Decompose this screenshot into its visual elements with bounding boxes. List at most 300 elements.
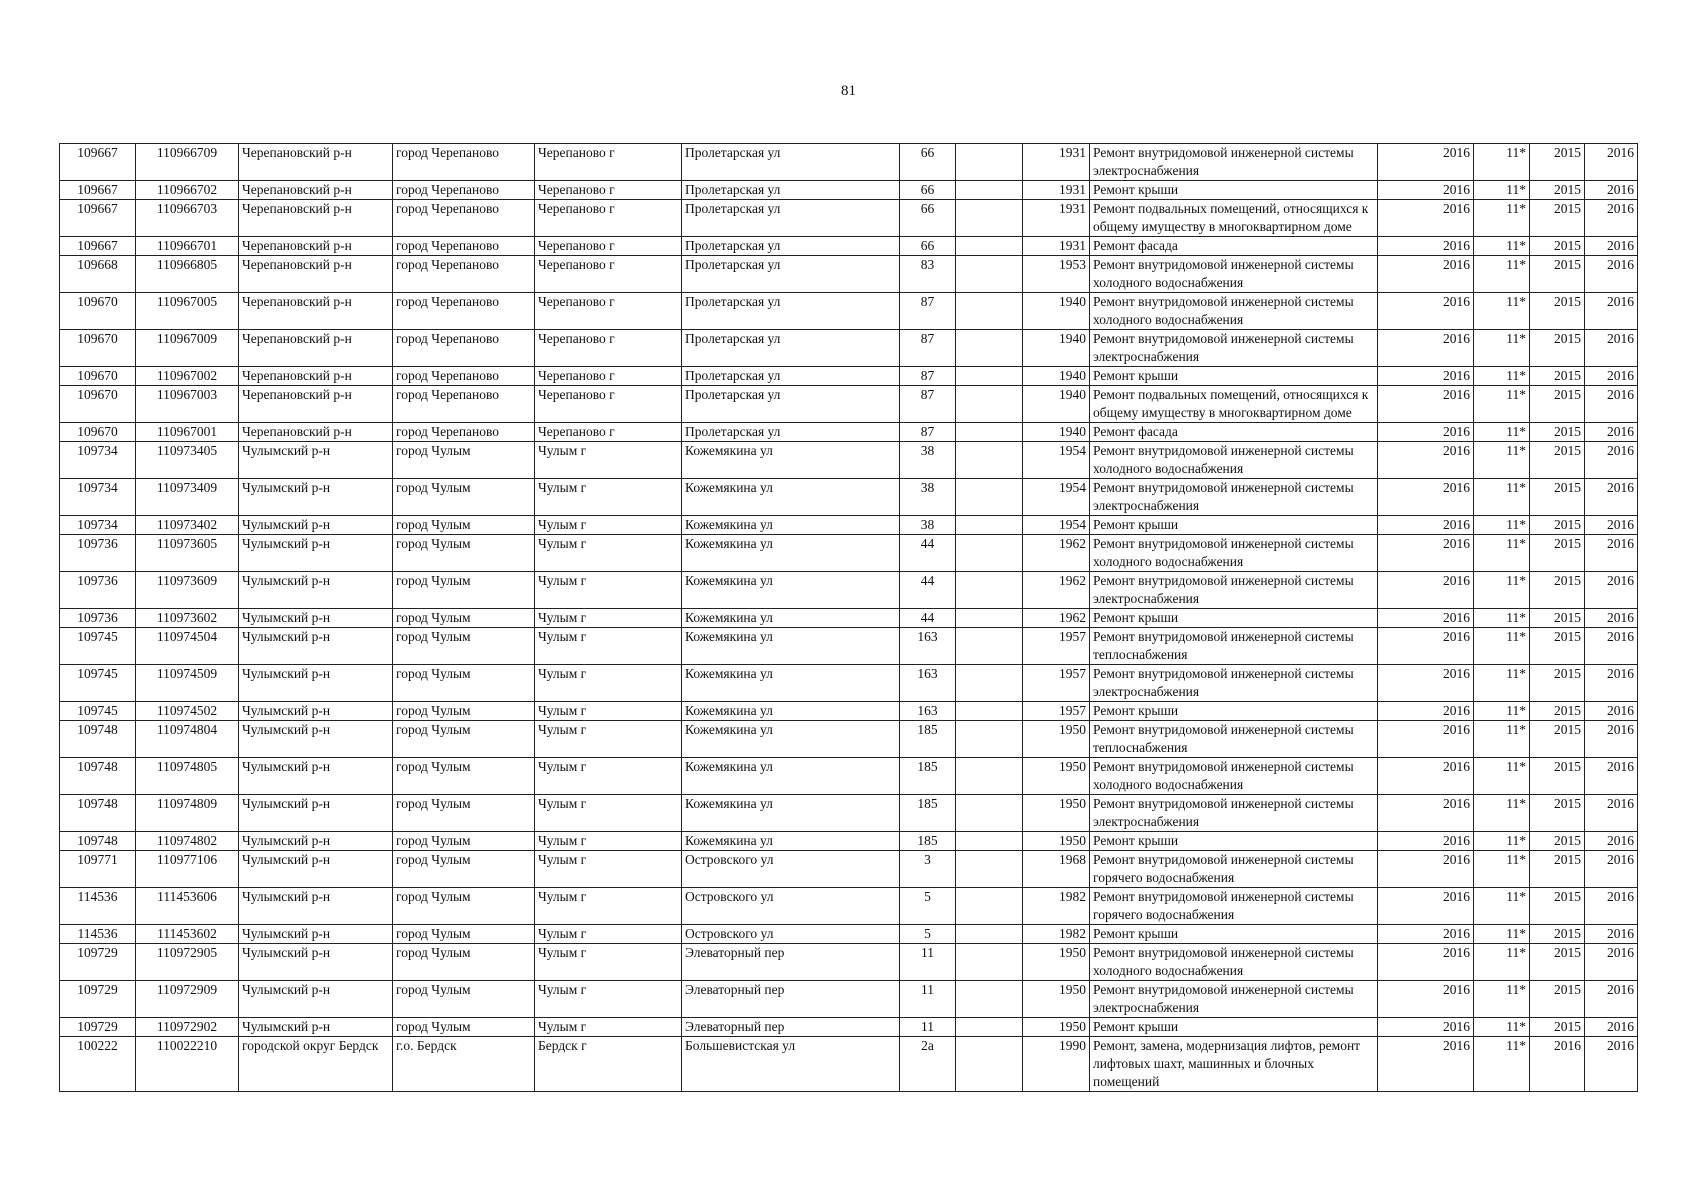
start-year-cell: 2015: [1530, 386, 1585, 423]
item-id-cell: 110973605: [136, 535, 239, 572]
table-row: [60, 479, 1638, 516]
end-year-cell: 2016: [1585, 758, 1638, 795]
start-year-cell: 2015: [1530, 423, 1585, 442]
settlement-cell: Черепаново г: [535, 423, 682, 442]
table-row: [60, 516, 1638, 535]
plan-year-cell: 2016: [1378, 1018, 1474, 1037]
house-number-cell: 5: [900, 925, 956, 944]
district-cell: Черепановский р-н: [239, 330, 393, 367]
plan-year-cell: 2016: [1378, 330, 1474, 367]
street-cell: Элеваторный пер: [682, 981, 900, 1018]
municipality-cell: город Чулым: [393, 628, 535, 665]
build-year-cell: 1940: [1023, 423, 1090, 442]
plan-year-cell: 2016: [1378, 293, 1474, 330]
building-id-cell: 109748: [60, 721, 136, 758]
settlement-cell: Черепаново г: [535, 367, 682, 386]
end-year-cell: 2016: [1585, 256, 1638, 293]
settlement-cell: Чулым г: [535, 888, 682, 925]
item-id-cell: 110972905: [136, 944, 239, 981]
settlement-cell: Черепаново г: [535, 237, 682, 256]
work-type-cell: Ремонт крыши: [1090, 702, 1378, 721]
district-cell: Черепановский р-н: [239, 367, 393, 386]
start-year-cell: 2015: [1530, 665, 1585, 702]
building-letter-cell: [956, 832, 1023, 851]
street-cell: Элеваторный пер: [682, 1018, 900, 1037]
settlement-cell: Чулым г: [535, 944, 682, 981]
street-cell: Кожемякина ул: [682, 721, 900, 758]
work-type-cell: Ремонт внутридомовой инженерной системы холодного водоснабжения: [1090, 944, 1378, 981]
plan-year-cell: 2016: [1378, 181, 1474, 200]
municipality-cell: город Чулым: [393, 721, 535, 758]
work-type-cell: Ремонт крыши: [1090, 516, 1378, 535]
district-cell: Черепановский р-н: [239, 181, 393, 200]
work-type-cell: Ремонт внутридомовой инженерной системы электроснабжения: [1090, 572, 1378, 609]
settlement-cell: Чулым г: [535, 851, 682, 888]
building-id-cell: 109748: [60, 832, 136, 851]
build-year-cell: 1962: [1023, 609, 1090, 628]
start-year-cell: 2015: [1530, 330, 1585, 367]
build-year-cell: 1931: [1023, 200, 1090, 237]
settlement-cell: Чулым г: [535, 516, 682, 535]
build-year-cell: 1950: [1023, 795, 1090, 832]
street-cell: Пролетарская ул: [682, 237, 900, 256]
building-letter-cell: [956, 758, 1023, 795]
start-year-cell: 2015: [1530, 200, 1585, 237]
plan-year-cell: 2016: [1378, 944, 1474, 981]
municipality-cell: город Черепаново: [393, 200, 535, 237]
item-id-cell: 111453606: [136, 888, 239, 925]
building-letter-cell: [956, 442, 1023, 479]
work-type-cell: Ремонт внутридомовой инженерной системы электроснабжения: [1090, 795, 1378, 832]
work-type-cell: Ремонт крыши: [1090, 609, 1378, 628]
plan-year-cell: 2016: [1378, 628, 1474, 665]
end-year-cell: 2016: [1585, 1018, 1638, 1037]
municipality-cell: город Чулым: [393, 851, 535, 888]
build-year-cell: 1982: [1023, 925, 1090, 944]
house-number-cell: 66: [900, 144, 956, 181]
municipality-cell: город Черепаново: [393, 367, 535, 386]
municipality-cell: город Чулым: [393, 609, 535, 628]
item-id-cell: 110966703: [136, 200, 239, 237]
end-year-cell: 2016: [1585, 516, 1638, 535]
building-letter-cell: [956, 293, 1023, 330]
program-item-cell: 11*: [1474, 144, 1530, 181]
building-id-cell: 109734: [60, 479, 136, 516]
house-number-cell: 87: [900, 423, 956, 442]
work-type-cell: Ремонт внутридомовой инженерной системы электроснабжения: [1090, 330, 1378, 367]
program-item-cell: 11*: [1474, 702, 1530, 721]
municipality-cell: город Черепаново: [393, 423, 535, 442]
item-id-cell: 110966805: [136, 256, 239, 293]
street-cell: Островского ул: [682, 888, 900, 925]
table-row: [60, 367, 1638, 386]
start-year-cell: 2015: [1530, 535, 1585, 572]
building-letter-cell: [956, 535, 1023, 572]
program-item-cell: 11*: [1474, 795, 1530, 832]
start-year-cell: 2015: [1530, 572, 1585, 609]
table-row: [60, 572, 1638, 609]
settlement-cell: Чулым г: [535, 665, 682, 702]
build-year-cell: 1940: [1023, 330, 1090, 367]
building-id-cell: 109734: [60, 516, 136, 535]
building-id-cell: 109667: [60, 200, 136, 237]
building-id-cell: 109667: [60, 144, 136, 181]
house-number-cell: 2а: [900, 1037, 956, 1092]
program-item-cell: 11*: [1474, 181, 1530, 200]
house-number-cell: 185: [900, 795, 956, 832]
start-year-cell: 2015: [1530, 181, 1585, 200]
district-cell: Чулымский р-н: [239, 944, 393, 981]
item-id-cell: 110972902: [136, 1018, 239, 1037]
house-number-cell: 11: [900, 1018, 956, 1037]
municipality-cell: город Черепаново: [393, 330, 535, 367]
build-year-cell: 1957: [1023, 628, 1090, 665]
build-year-cell: 1950: [1023, 832, 1090, 851]
district-cell: Чулымский р-н: [239, 535, 393, 572]
start-year-cell: 2015: [1530, 981, 1585, 1018]
start-year-cell: 2015: [1530, 832, 1585, 851]
municipality-cell: город Чулым: [393, 832, 535, 851]
table-row: [60, 851, 1638, 888]
settlement-cell: Чулым г: [535, 442, 682, 479]
building-letter-cell: [956, 609, 1023, 628]
settlement-cell: Чулым г: [535, 832, 682, 851]
program-item-cell: 11*: [1474, 981, 1530, 1018]
program-item-cell: 11*: [1474, 665, 1530, 702]
building-letter-cell: [956, 888, 1023, 925]
building-letter-cell: [956, 256, 1023, 293]
registry-body: [60, 144, 1638, 1092]
building-letter-cell: [956, 479, 1023, 516]
build-year-cell: 1962: [1023, 572, 1090, 609]
street-cell: Кожемякина ул: [682, 516, 900, 535]
start-year-cell: 2015: [1530, 721, 1585, 758]
municipality-cell: город Черепаново: [393, 181, 535, 200]
program-item-cell: 11*: [1474, 832, 1530, 851]
street-cell: Пролетарская ул: [682, 367, 900, 386]
item-id-cell: 110973409: [136, 479, 239, 516]
district-cell: Чулымский р-н: [239, 572, 393, 609]
work-type-cell: Ремонт крыши: [1090, 832, 1378, 851]
building-letter-cell: [956, 665, 1023, 702]
house-number-cell: 87: [900, 330, 956, 367]
building-letter-cell: [956, 925, 1023, 944]
end-year-cell: 2016: [1585, 628, 1638, 665]
building-letter-cell: [956, 795, 1023, 832]
program-item-cell: 11*: [1474, 479, 1530, 516]
end-year-cell: 2016: [1585, 888, 1638, 925]
plan-year-cell: 2016: [1378, 609, 1474, 628]
settlement-cell: Чулым г: [535, 628, 682, 665]
district-cell: Чулымский р-н: [239, 1018, 393, 1037]
building-letter-cell: [956, 944, 1023, 981]
program-item-cell: 11*: [1474, 293, 1530, 330]
end-year-cell: 2016: [1585, 665, 1638, 702]
house-number-cell: 11: [900, 944, 956, 981]
building-letter-cell: [956, 572, 1023, 609]
item-id-cell: 110022210: [136, 1037, 239, 1092]
end-year-cell: 2016: [1585, 237, 1638, 256]
municipality-cell: город Черепаново: [393, 237, 535, 256]
build-year-cell: 1950: [1023, 721, 1090, 758]
building-letter-cell: [956, 1037, 1023, 1092]
building-letter-cell: [956, 330, 1023, 367]
street-cell: Кожемякина ул: [682, 572, 900, 609]
district-cell: Черепановский р-н: [239, 423, 393, 442]
building-id-cell: 109748: [60, 795, 136, 832]
plan-year-cell: 2016: [1378, 237, 1474, 256]
build-year-cell: 1954: [1023, 442, 1090, 479]
end-year-cell: 2016: [1585, 851, 1638, 888]
table-row: [60, 925, 1638, 944]
program-item-cell: 11*: [1474, 1037, 1530, 1092]
end-year-cell: 2016: [1585, 1037, 1638, 1092]
building-id-cell: 109734: [60, 442, 136, 479]
building-id-cell: 109745: [60, 628, 136, 665]
table-row: [60, 200, 1638, 237]
item-id-cell: 110973609: [136, 572, 239, 609]
work-type-cell: Ремонт крыши: [1090, 1018, 1378, 1037]
district-cell: Чулымский р-н: [239, 758, 393, 795]
table-row: [60, 702, 1638, 721]
house-number-cell: 5: [900, 888, 956, 925]
end-year-cell: 2016: [1585, 442, 1638, 479]
build-year-cell: 1954: [1023, 479, 1090, 516]
end-year-cell: 2016: [1585, 925, 1638, 944]
building-id-cell: 114536: [60, 925, 136, 944]
program-item-cell: 11*: [1474, 851, 1530, 888]
municipality-cell: г.о. Бердск: [393, 1037, 535, 1092]
street-cell: Кожемякина ул: [682, 442, 900, 479]
district-cell: Черепановский р-н: [239, 144, 393, 181]
plan-year-cell: 2016: [1378, 516, 1474, 535]
work-type-cell: Ремонт подвальных помещений, относящихся к общему имуществу в многоквартирном доме: [1090, 386, 1378, 423]
street-cell: Кожемякина ул: [682, 479, 900, 516]
district-cell: Чулымский р-н: [239, 851, 393, 888]
house-number-cell: 83: [900, 256, 956, 293]
district-cell: Черепановский р-н: [239, 200, 393, 237]
build-year-cell: 1990: [1023, 1037, 1090, 1092]
end-year-cell: 2016: [1585, 386, 1638, 423]
plan-year-cell: 2016: [1378, 888, 1474, 925]
plan-year-cell: 2016: [1378, 665, 1474, 702]
street-cell: Кожемякина ул: [682, 832, 900, 851]
program-item-cell: 11*: [1474, 758, 1530, 795]
build-year-cell: 1940: [1023, 293, 1090, 330]
table-row: [60, 609, 1638, 628]
table-row: [60, 181, 1638, 200]
work-type-cell: Ремонт внутридомовой инженерной системы электроснабжения: [1090, 665, 1378, 702]
program-item-cell: 11*: [1474, 609, 1530, 628]
house-number-cell: 11: [900, 981, 956, 1018]
building-letter-cell: [956, 628, 1023, 665]
program-item-cell: 11*: [1474, 423, 1530, 442]
start-year-cell: 2015: [1530, 944, 1585, 981]
start-year-cell: 2015: [1530, 628, 1585, 665]
municipality-cell: город Чулым: [393, 888, 535, 925]
district-cell: Черепановский р-н: [239, 293, 393, 330]
end-year-cell: 2016: [1585, 367, 1638, 386]
house-number-cell: 38: [900, 516, 956, 535]
program-item-cell: 11*: [1474, 944, 1530, 981]
item-id-cell: 110974802: [136, 832, 239, 851]
building-letter-cell: [956, 181, 1023, 200]
house-number-cell: 38: [900, 479, 956, 516]
house-number-cell: 3: [900, 851, 956, 888]
item-id-cell: 110973402: [136, 516, 239, 535]
work-type-cell: Ремонт внутридомовой инженерной системы холодного водоснабжения: [1090, 256, 1378, 293]
house-number-cell: 44: [900, 572, 956, 609]
table-row: [60, 758, 1638, 795]
building-id-cell: 109668: [60, 256, 136, 293]
table-row: [60, 628, 1638, 665]
house-number-cell: 163: [900, 628, 956, 665]
municipality-cell: город Черепаново: [393, 256, 535, 293]
start-year-cell: 2015: [1530, 516, 1585, 535]
start-year-cell: 2015: [1530, 1018, 1585, 1037]
street-cell: Пролетарская ул: [682, 423, 900, 442]
plan-year-cell: 2016: [1378, 795, 1474, 832]
district-cell: Чулымский р-н: [239, 795, 393, 832]
start-year-cell: 2015: [1530, 479, 1585, 516]
building-letter-cell: [956, 1018, 1023, 1037]
district-cell: Чулымский р-н: [239, 888, 393, 925]
program-item-cell: 11*: [1474, 386, 1530, 423]
start-year-cell: 2015: [1530, 851, 1585, 888]
district-cell: Чулымский р-н: [239, 516, 393, 535]
item-id-cell: 110977106: [136, 851, 239, 888]
end-year-cell: 2016: [1585, 423, 1638, 442]
start-year-cell: 2015: [1530, 293, 1585, 330]
settlement-cell: Чулым г: [535, 1018, 682, 1037]
work-type-cell: Ремонт крыши: [1090, 925, 1378, 944]
municipality-cell: город Чулым: [393, 925, 535, 944]
plan-year-cell: 2016: [1378, 200, 1474, 237]
house-number-cell: 44: [900, 535, 956, 572]
district-cell: Чулымский р-н: [239, 665, 393, 702]
house-number-cell: 87: [900, 293, 956, 330]
street-cell: Элеваторный пер: [682, 944, 900, 981]
municipality-cell: город Чулым: [393, 479, 535, 516]
street-cell: Пролетарская ул: [682, 386, 900, 423]
plan-year-cell: 2016: [1378, 572, 1474, 609]
house-number-cell: 163: [900, 665, 956, 702]
item-id-cell: 110966709: [136, 144, 239, 181]
municipality-cell: город Чулым: [393, 944, 535, 981]
settlement-cell: Чулым г: [535, 702, 682, 721]
build-year-cell: 1957: [1023, 665, 1090, 702]
municipality-cell: город Чулым: [393, 572, 535, 609]
end-year-cell: 2016: [1585, 981, 1638, 1018]
plan-year-cell: 2016: [1378, 702, 1474, 721]
municipality-cell: город Чулым: [393, 516, 535, 535]
street-cell: Кожемякина ул: [682, 702, 900, 721]
end-year-cell: 2016: [1585, 293, 1638, 330]
registry-table: [59, 143, 1638, 1092]
end-year-cell: 2016: [1585, 144, 1638, 181]
street-cell: Кожемякина ул: [682, 795, 900, 832]
program-item-cell: 11*: [1474, 442, 1530, 479]
work-type-cell: Ремонт фасада: [1090, 237, 1378, 256]
building-id-cell: 109729: [60, 1018, 136, 1037]
municipality-cell: город Чулым: [393, 981, 535, 1018]
item-id-cell: 111453602: [136, 925, 239, 944]
program-item-cell: 11*: [1474, 1018, 1530, 1037]
house-number-cell: 163: [900, 702, 956, 721]
municipality-cell: город Черепаново: [393, 293, 535, 330]
building-id-cell: 109670: [60, 423, 136, 442]
plan-year-cell: 2016: [1378, 721, 1474, 758]
end-year-cell: 2016: [1585, 721, 1638, 758]
street-cell: Кожемякина ул: [682, 609, 900, 628]
build-year-cell: 1931: [1023, 237, 1090, 256]
build-year-cell: 1953: [1023, 256, 1090, 293]
municipality-cell: город Чулым: [393, 1018, 535, 1037]
house-number-cell: 185: [900, 832, 956, 851]
end-year-cell: 2016: [1585, 832, 1638, 851]
start-year-cell: 2016: [1530, 1037, 1585, 1092]
settlement-cell: Чулым г: [535, 479, 682, 516]
build-year-cell: 1931: [1023, 181, 1090, 200]
build-year-cell: 1940: [1023, 367, 1090, 386]
settlement-cell: Чулым г: [535, 572, 682, 609]
work-type-cell: Ремонт внутридомовой инженерной системы электроснабжения: [1090, 479, 1378, 516]
item-id-cell: 110974809: [136, 795, 239, 832]
build-year-cell: 1962: [1023, 535, 1090, 572]
street-cell: Пролетарская ул: [682, 293, 900, 330]
building-id-cell: 109736: [60, 535, 136, 572]
program-item-cell: 11*: [1474, 367, 1530, 386]
district-cell: Черепановский р-н: [239, 256, 393, 293]
settlement-cell: Черепаново г: [535, 293, 682, 330]
plan-year-cell: 2016: [1378, 442, 1474, 479]
municipality-cell: город Чулым: [393, 795, 535, 832]
start-year-cell: 2015: [1530, 144, 1585, 181]
build-year-cell: 1982: [1023, 888, 1090, 925]
settlement-cell: Черепаново г: [535, 386, 682, 423]
district-cell: Чулымский р-н: [239, 702, 393, 721]
end-year-cell: 2016: [1585, 479, 1638, 516]
plan-year-cell: 2016: [1378, 925, 1474, 944]
end-year-cell: 2016: [1585, 535, 1638, 572]
street-cell: Пролетарская ул: [682, 330, 900, 367]
building-letter-cell: [956, 200, 1023, 237]
building-id-cell: 100222: [60, 1037, 136, 1092]
settlement-cell: Чулым г: [535, 925, 682, 944]
plan-year-cell: 2016: [1378, 851, 1474, 888]
table-row: [60, 330, 1638, 367]
settlement-cell: Черепаново г: [535, 200, 682, 237]
municipality-cell: город Чулым: [393, 442, 535, 479]
build-year-cell: 1950: [1023, 981, 1090, 1018]
item-id-cell: 110967002: [136, 367, 239, 386]
item-id-cell: 110967003: [136, 386, 239, 423]
street-cell: Кожемякина ул: [682, 758, 900, 795]
page-number: 81: [841, 83, 856, 99]
program-item-cell: 11*: [1474, 535, 1530, 572]
building-id-cell: 109670: [60, 330, 136, 367]
street-cell: Кожемякина ул: [682, 628, 900, 665]
building-letter-cell: [956, 144, 1023, 181]
work-type-cell: Ремонт, замена, модернизация лифтов, ремонт лифтовых шахт, машинных и блочных помещений: [1090, 1037, 1378, 1092]
plan-year-cell: 2016: [1378, 758, 1474, 795]
plan-year-cell: 2016: [1378, 256, 1474, 293]
building-id-cell: 109745: [60, 665, 136, 702]
end-year-cell: 2016: [1585, 609, 1638, 628]
district-cell: Черепановский р-н: [239, 237, 393, 256]
building-letter-cell: [956, 851, 1023, 888]
plan-year-cell: 2016: [1378, 423, 1474, 442]
